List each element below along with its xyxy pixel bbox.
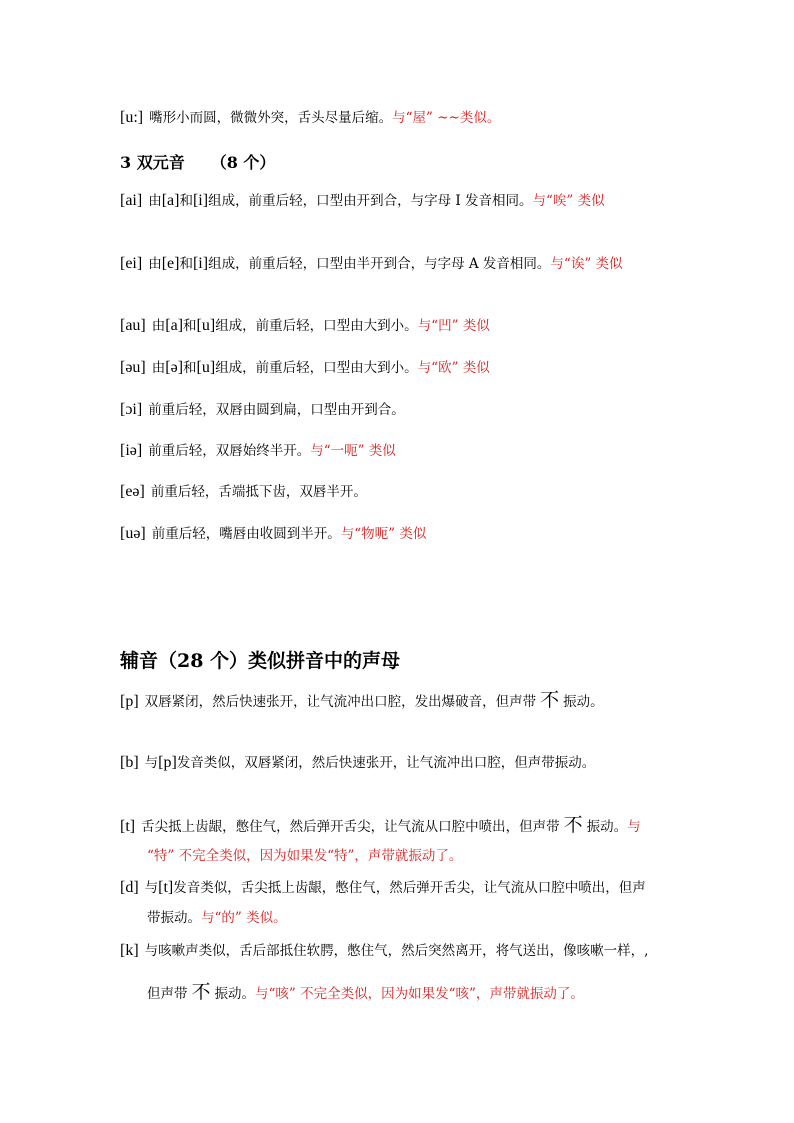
similar-note: 与“唉” 类似 — [532, 193, 605, 209]
description: 组成，前重后轻，口型由开到合，与字母 I 发音相同。 — [208, 193, 533, 209]
phonetic-symbol: [ei] — [120, 255, 143, 272]
description: 与咳嗽声类似，舌后部抵住软腭，憋住气，然后突然离开，将气送出，像咳嗽一样，, — [144, 943, 649, 959]
description: 组成，前重后轻，口型由半开到合，与字母 A 发音相同。 — [208, 256, 551, 272]
similar-note: 与“咳” 不完全类似，因为如果发“咳”，声带就振动了。 — [255, 986, 584, 1002]
prefix: 由 — [151, 360, 166, 376]
description: 发音类似，舌尖抵上齿龈，憋住气，然后弹开舌尖，让气流从口腔中喷出，但声 — [173, 880, 646, 896]
diphthong-ai-line — [120, 191, 684, 211]
component-2: [i] — [192, 192, 209, 209]
diphthong-ei-line — [120, 254, 684, 274]
description: 前重后轻，双唇始终半开。 — [148, 443, 311, 459]
negation-mark: 不 — [563, 814, 583, 836]
description: 前重后轻，嘴唇由收圆到半开。 — [151, 526, 341, 542]
reference-symbol: [p] — [158, 754, 177, 771]
description: 嘴形小而圆，微微外突，舌头尽量后缩。 — [149, 110, 393, 126]
prefix: 与 — [144, 880, 159, 896]
component-1: [ə] — [165, 359, 184, 376]
description: 组成，前重后轻，口型由大到小。 — [215, 360, 418, 376]
section-heading-consonants: 辅音（28 个）类似拼音中的声母 — [120, 650, 401, 672]
description-end: 振动。 — [563, 694, 604, 710]
prefix: 由 — [148, 193, 162, 209]
reference-symbol: [t] — [158, 879, 174, 896]
similar-note-start: 与 — [627, 819, 641, 835]
consonant-p-line — [120, 690, 684, 712]
component-2: [u] — [196, 359, 216, 376]
phonetic-symbol: [eə] — [120, 483, 145, 500]
diphthong-au-line — [120, 316, 684, 336]
similar-note: 与“物呃” 类似 — [340, 526, 427, 542]
similar-note: 与“屋” ~~类似。 — [392, 110, 501, 126]
component-1: [a] — [165, 317, 184, 334]
description: 发音类似，双唇紧闭，然后快速张开，让气流冲出口腔，但声带振动。 — [176, 755, 596, 771]
phonetic-symbol: [au] — [120, 317, 146, 334]
consonant-k-line — [120, 941, 684, 961]
negation-mark: 不 — [191, 981, 211, 1003]
similar-note: 与“诶” 类似 — [550, 256, 623, 272]
phonetic-symbol: [iə] — [120, 442, 143, 459]
phonetic-symbol: [ai] — [120, 192, 143, 209]
consonant-d-line — [120, 878, 684, 898]
section-heading-diphthongs — [120, 150, 275, 173]
component-1: [a] — [161, 192, 180, 209]
conjunction: 和 — [183, 318, 197, 334]
phonetic-symbol: [əu] — [120, 359, 146, 376]
component-2: [i] — [192, 255, 209, 272]
diphthong-oi-line — [120, 400, 684, 420]
phonetic-symbol: [p] — [120, 693, 139, 710]
similar-note: 与“一呃” 类似 — [310, 443, 396, 459]
description: 前重后轻，双唇由圆到扁，口型由开到合。 — [148, 402, 405, 418]
similar-note: 与“欧” 类似 — [417, 360, 490, 376]
phonetic-symbol: [d] — [120, 879, 139, 896]
prefix: 与 — [144, 755, 159, 771]
description: 舌尖抵上齿龈，憋住气，然后弹开舌尖，让气流从口腔中喷出，但声带 — [141, 819, 560, 835]
description-mid: 但声带 — [147, 986, 188, 1002]
similar-note: 与“的” 类似。 — [201, 910, 287, 926]
description-end: 振动。 — [214, 986, 256, 1002]
description: 组成，前重后轻，口型由大到小。 — [215, 318, 418, 334]
consonant-b-line — [120, 753, 684, 773]
diphthong-eu-line — [120, 358, 684, 378]
consonant-k-continued — [147, 982, 684, 1004]
similar-note: “特” 不完全类似，因为如果发“特”，声带就振动了。 — [147, 848, 463, 864]
description-end: 振动。 — [586, 819, 628, 835]
description-end: 带振动。 — [147, 910, 201, 926]
description: 前重后轻，舌端抵下齿，双唇半开。 — [150, 484, 367, 500]
component-2: [u] — [196, 317, 216, 334]
phonetic-symbol: [uə] — [120, 525, 146, 542]
phonetic-symbol: [ɔi] — [120, 401, 143, 418]
diphthong-ue-line — [120, 524, 684, 544]
phonetic-symbol: [b] — [120, 754, 139, 771]
vowel-u-long-line — [120, 108, 684, 128]
diphthong-ie-line — [120, 441, 684, 461]
consonant-d-continued — [147, 908, 684, 928]
similar-note: 与“凹” 类似 — [417, 318, 490, 334]
component-1: [e] — [161, 255, 180, 272]
section-title: 3 双元音 — [120, 153, 185, 172]
conjunction: 和 — [183, 360, 197, 376]
conjunction: 和 — [179, 193, 193, 209]
prefix: 由 — [151, 318, 166, 334]
diphthong-ee-line — [120, 482, 684, 502]
prefix: 由 — [148, 256, 162, 272]
section-count: （8 个） — [210, 153, 276, 172]
consonant-t-continued — [147, 846, 684, 866]
phonetic-symbol: [u:] — [120, 109, 144, 126]
phonetic-symbol: [t] — [120, 818, 136, 835]
negation-mark: 不 — [540, 689, 560, 711]
conjunction: 和 — [179, 256, 193, 272]
phonetic-symbol: [k] — [120, 942, 139, 959]
consonant-t-line — [120, 815, 684, 837]
description: 双唇紧闭，然后快速张开，让气流冲出口腔，发出爆破音，但声带 — [144, 694, 537, 710]
